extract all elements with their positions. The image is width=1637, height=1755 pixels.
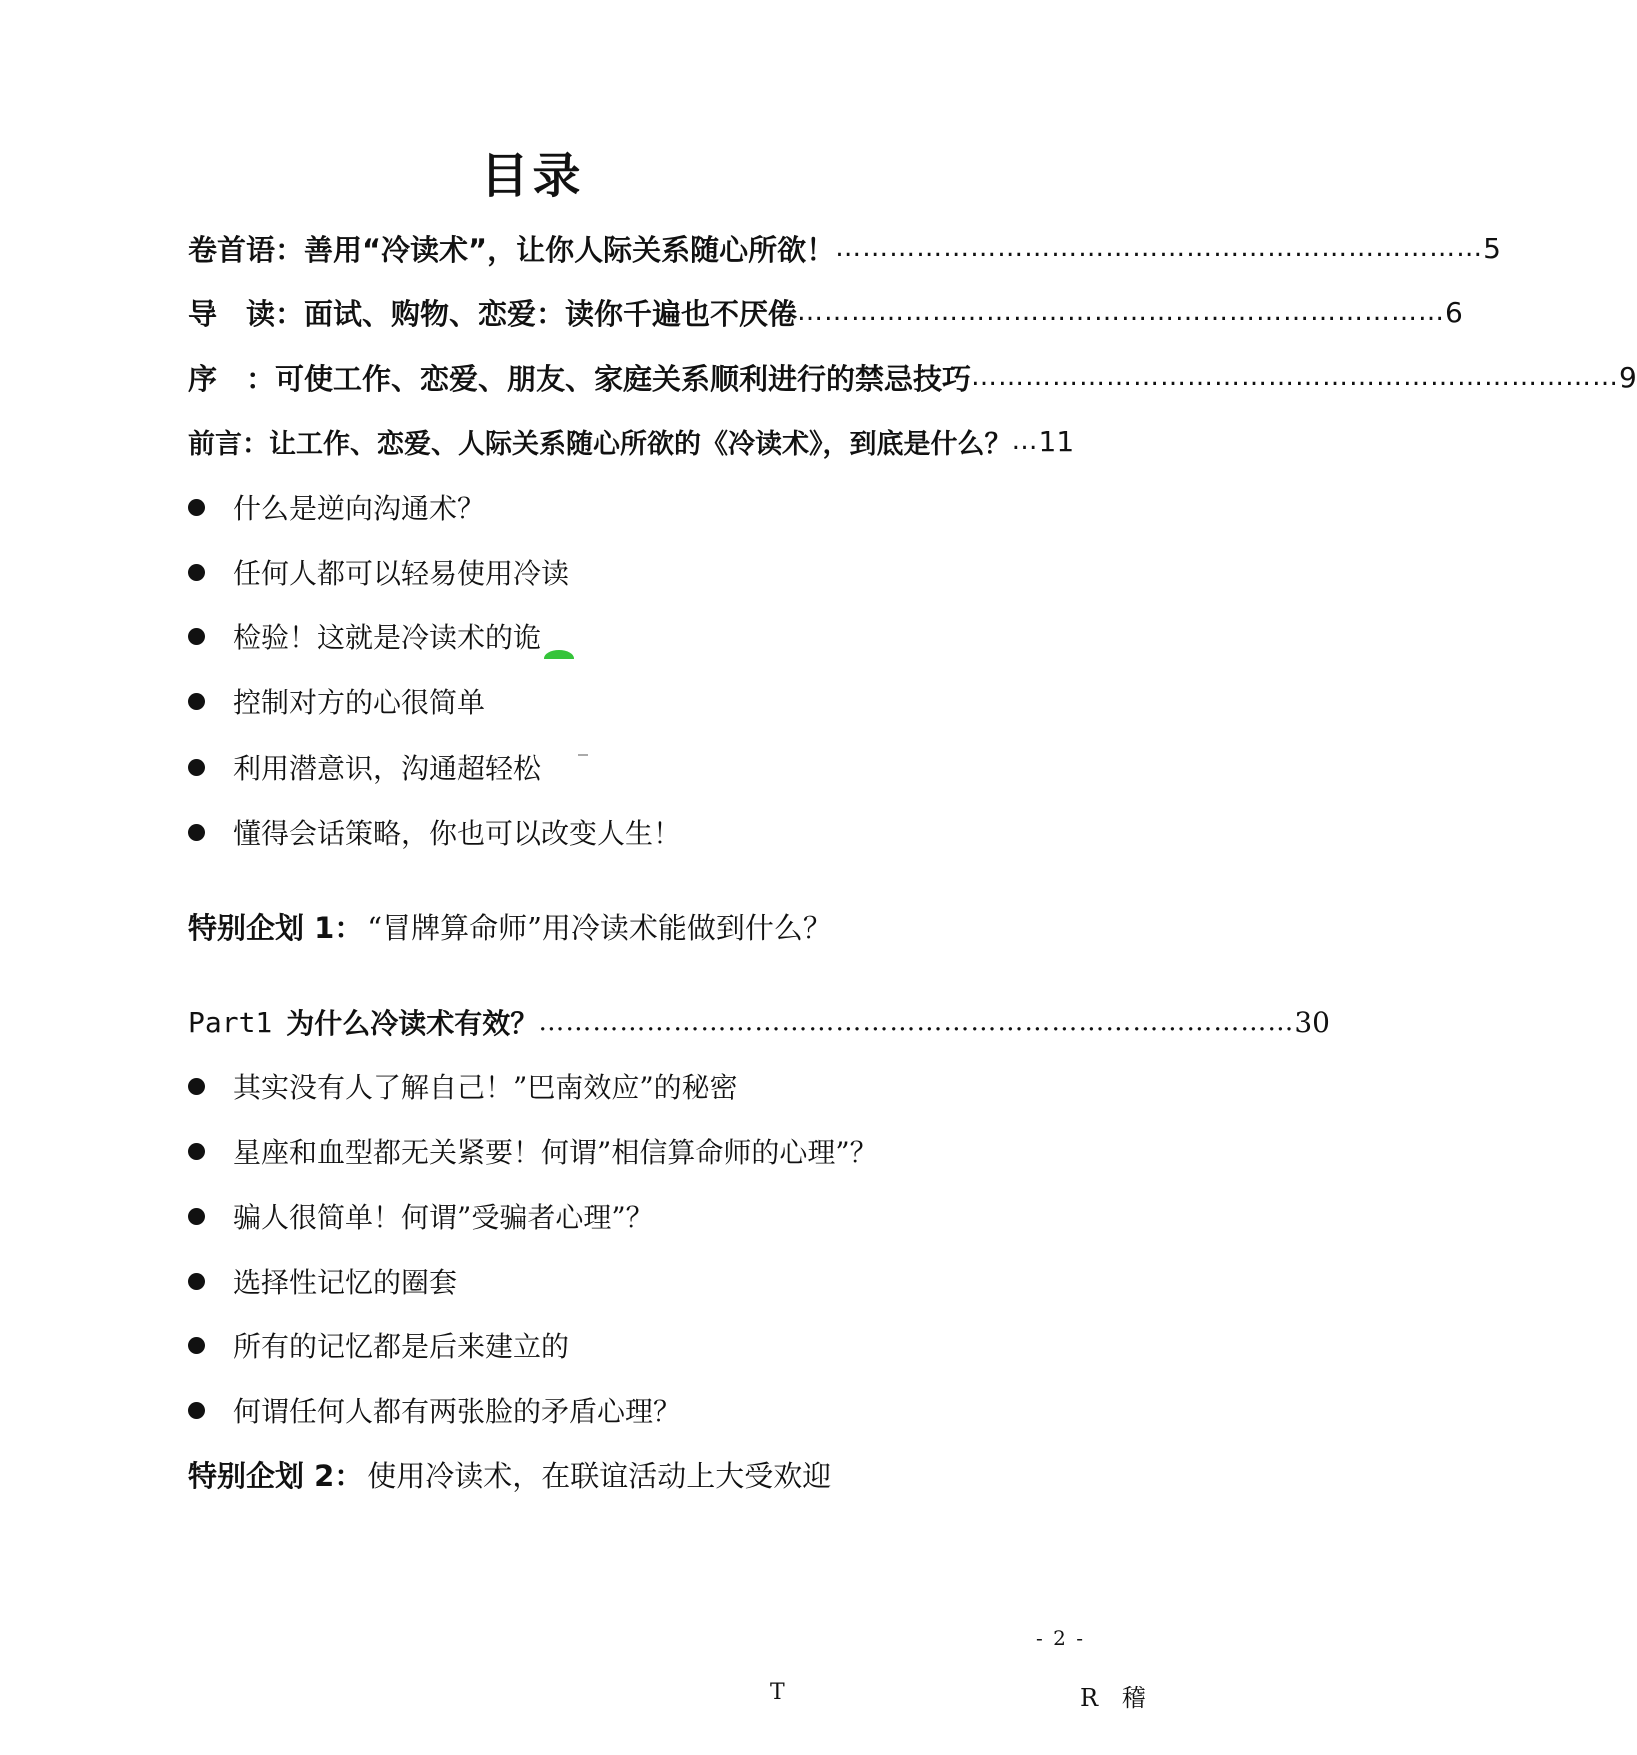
list-item-text: 利用潜意识，沟通超轻松 <box>233 752 542 785</box>
bullet-icon <box>188 499 205 516</box>
special-feature-1[interactable] <box>188 904 832 948</box>
list-item-text: 何谓任何人都有两张脸的矛盾心理？ <box>233 1395 682 1428</box>
toc-entry-guide[interactable] <box>188 292 1463 332</box>
list-item-text: 其实没有人了解自己！”巴南效应”的秘密 <box>233 1071 738 1104</box>
list-item <box>188 1066 738 1106</box>
list-item-text: 检验！这就是冷读术的诡 <box>233 621 542 654</box>
toc-entry-label: 卷首语：善用“冷读术”，让你人际关系随心所欲！ <box>188 232 836 267</box>
list-item <box>188 747 541 787</box>
toc-page-number: 11 <box>1038 424 1075 458</box>
part-title: 为什么冷读术有效？ <box>286 1007 539 1040</box>
list-item <box>188 616 541 656</box>
special-feature-lead: 特别企划 2： <box>188 1458 364 1493</box>
toc-leader-dots: ……………………………………………………………… <box>971 362 1620 392</box>
toc-entry-label: 导 读：面试、购物、恋爱：读你千遍也不厌倦 <box>188 296 798 331</box>
bullet-icon <box>188 693 205 710</box>
list-item <box>188 1131 878 1171</box>
toc-leader-dots: ……………………………………………………………… <box>835 233 1484 263</box>
toc-entry-part1[interactable] <box>188 1000 1330 1044</box>
list-item <box>188 1390 681 1430</box>
toc-page-number: 5 <box>1483 231 1501 265</box>
bullet-icon <box>188 564 205 581</box>
page-number: - 2 - <box>1036 1626 1085 1650</box>
toc-entry-foreword[interactable] <box>188 357 1637 397</box>
special-feature-title: 使用冷读术，在联谊活动上大受欢迎 <box>367 1458 832 1493</box>
footer-right-text: R 稽 <box>1080 1684 1154 1712</box>
toc-leader-dots: … <box>1011 426 1039 456</box>
bullet-icon <box>188 1078 205 1095</box>
list-item <box>188 681 485 721</box>
bullet-icon <box>188 1273 205 1290</box>
toc-page-number: 9 <box>1619 360 1637 394</box>
list-item <box>188 812 681 852</box>
list-item <box>188 552 569 592</box>
bullet-icon <box>188 1402 205 1419</box>
bullet-icon <box>188 1143 205 1160</box>
toc-entry-introduction[interactable] <box>188 421 1075 461</box>
list-item-text: 任何人都可以轻易使用冷读 <box>233 557 570 590</box>
list-item <box>188 487 485 527</box>
list-item-text: 星座和血型都无关紧要！何谓”相信算命师的心理”？ <box>233 1136 878 1169</box>
bullet-icon <box>188 1337 205 1354</box>
list-item-text: 懂得会话策略，你也可以改变人生！ <box>233 817 682 850</box>
list-item <box>188 1196 654 1236</box>
bullet-icon <box>188 1208 205 1225</box>
bullet-icon <box>188 759 205 776</box>
list-item-text: 骗人很简单！何谓”受骗者心理”？ <box>233 1201 654 1234</box>
special-feature-lead: 特别企划 1： <box>188 910 364 945</box>
list-item-text: 所有的记忆都是后来建立的 <box>233 1330 570 1363</box>
toc-entry-label: 序 ：可使工作、恋爱、朋友、家庭关系顺利进行的禁忌技巧 <box>188 361 972 396</box>
toc-leader-dots: ………………………………………………………………………… <box>538 1007 1295 1037</box>
list-item <box>188 1261 457 1301</box>
bullet-icon <box>188 824 205 841</box>
list-item-text: 什么是逆向沟通术？ <box>233 492 486 525</box>
list-item <box>188 1325 569 1365</box>
toc-entry-preface[interactable] <box>188 228 1501 268</box>
toc-entry-label: 前言：让工作、恋爱、人际关系随心所欲的《冷读术》，到底是什么？ <box>188 428 1012 460</box>
scan-mark <box>578 754 588 756</box>
page-title: 目录 <box>480 148 585 204</box>
toc-page-number: 6 <box>1445 295 1463 329</box>
list-item-text: 选择性记忆的圈套 <box>233 1266 458 1299</box>
scan-mark <box>544 650 574 659</box>
bullet-icon <box>188 628 205 645</box>
part-number: Part1 <box>188 1005 273 1039</box>
special-feature-2[interactable] <box>188 1452 831 1496</box>
special-feature-title: “冒牌算命师”用冷读术能做到什么？ <box>367 910 832 945</box>
footer-left-text: T <box>770 1680 785 1705</box>
list-item-text: 控制对方的心很简单 <box>233 686 486 719</box>
toc-leader-dots: ……………………………………………………………… <box>797 297 1446 327</box>
toc-page-number: 30 <box>1294 1005 1330 1039</box>
